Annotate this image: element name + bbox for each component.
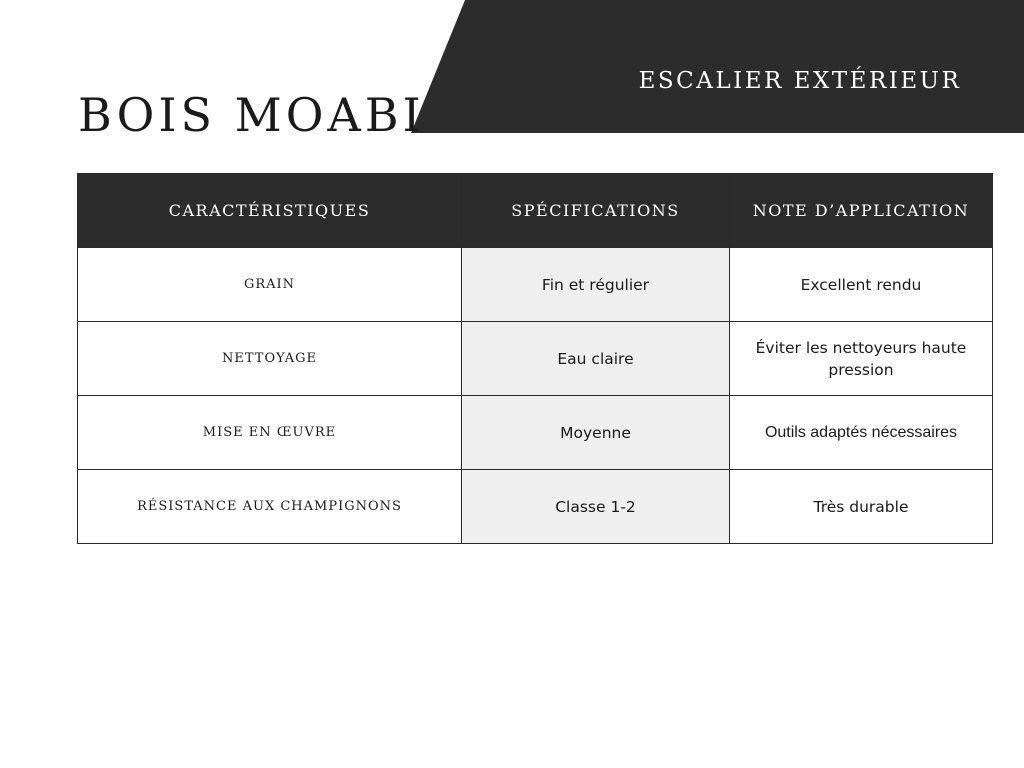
characteristic-cell: GRAIN bbox=[78, 248, 462, 322]
table-row bbox=[78, 396, 993, 470]
specifications-table bbox=[77, 173, 993, 544]
column-header-specifications: SPÉCIFICATIONS bbox=[462, 174, 730, 248]
application-note-cell: Outils adaptés nécessaires bbox=[730, 396, 993, 470]
page-title: BOIS MOABI bbox=[78, 88, 425, 142]
table-header-row bbox=[78, 174, 993, 248]
table-row bbox=[78, 470, 993, 544]
specification-cell: Moyenne bbox=[462, 396, 730, 470]
characteristic-cell: RÉSISTANCE AUX CHAMPIGNONS bbox=[78, 470, 462, 544]
characteristic-cell: NETTOYAGE bbox=[78, 322, 462, 396]
column-header-characteristics: CARACTÉRISTIQUES bbox=[78, 174, 462, 248]
specification-cell: Fin et régulier bbox=[462, 248, 730, 322]
specification-cell: Classe 1-2 bbox=[462, 470, 730, 544]
table-row bbox=[78, 248, 993, 322]
application-note-cell: Éviter les nettoyeurs haute pression bbox=[730, 322, 993, 396]
application-note-cell: Très durable bbox=[730, 470, 993, 544]
column-header-application-note: NOTE D’APPLICATION bbox=[730, 174, 993, 248]
application-note-cell: Excellent rendu bbox=[730, 248, 993, 322]
table-row bbox=[78, 322, 993, 396]
page-subtitle: ESCALIER EXTÉRIEUR bbox=[638, 68, 962, 94]
specification-cell: Eau claire bbox=[462, 322, 730, 396]
characteristic-cell: MISE EN ŒUVRE bbox=[78, 396, 462, 470]
